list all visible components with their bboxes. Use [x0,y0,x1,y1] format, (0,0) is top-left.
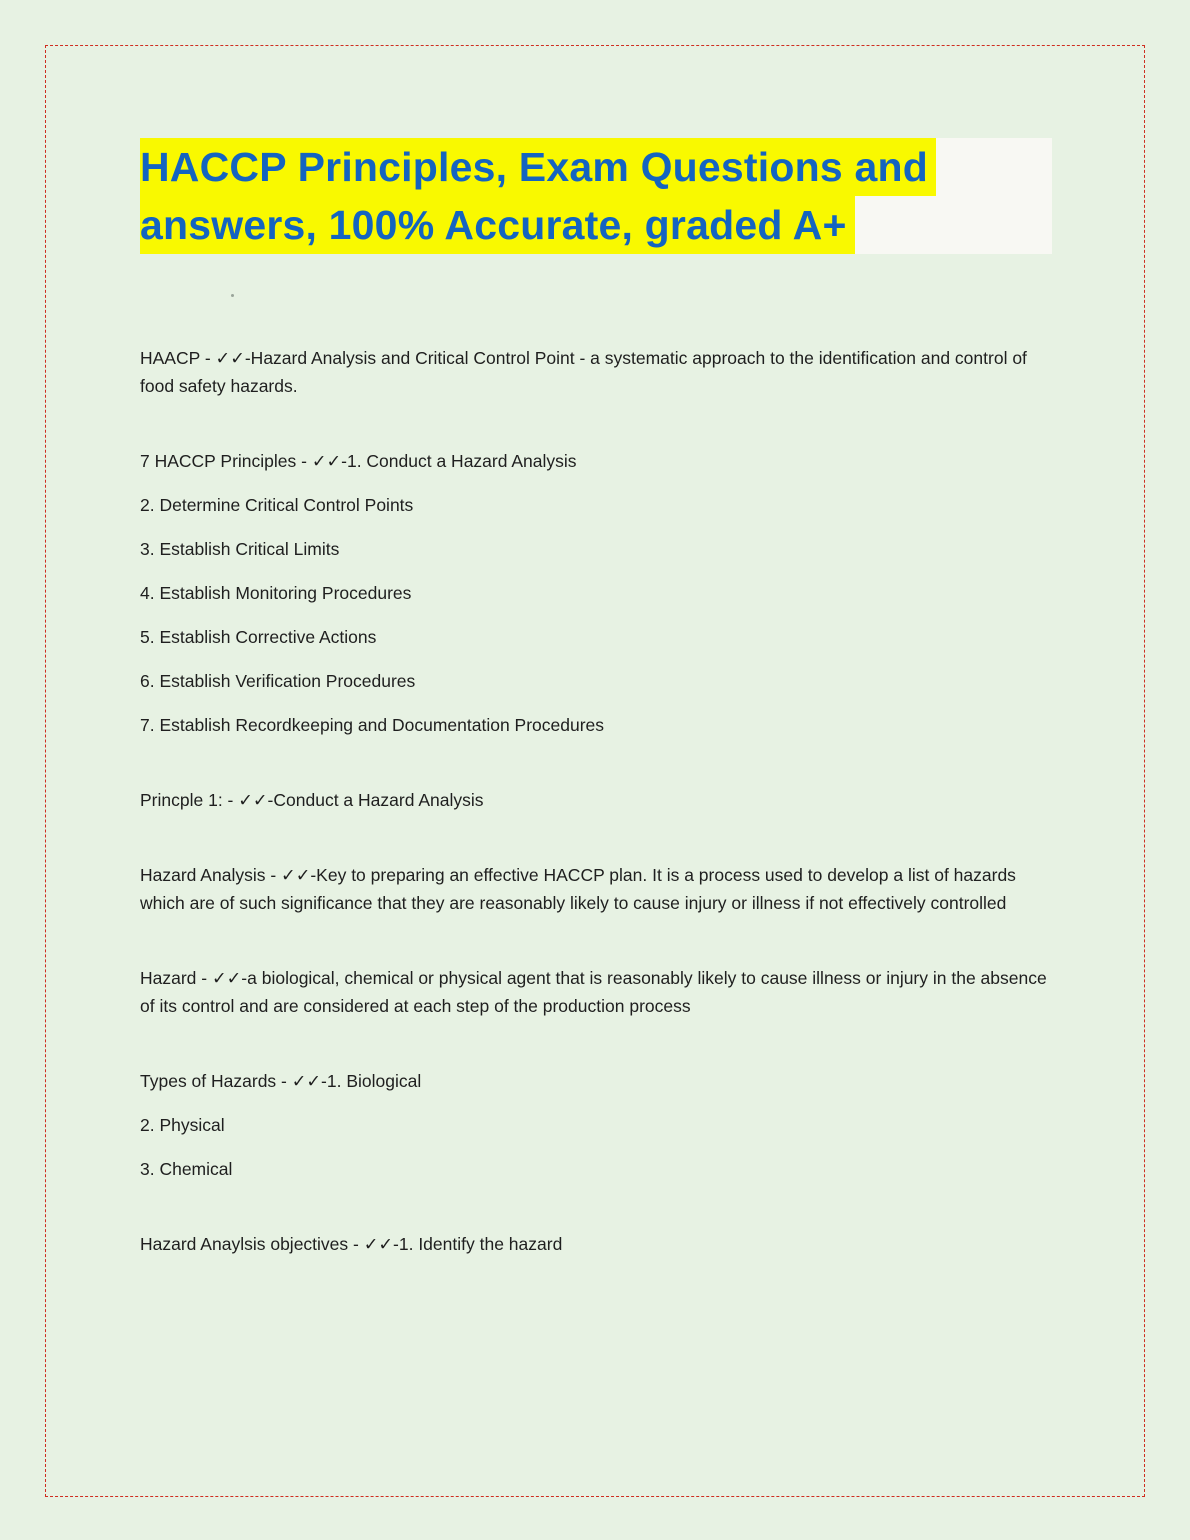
document-body [140,344,1052,1258]
title-line-2: answers, 100% Accurate, graded A+ [140,196,855,254]
page-title [140,138,1052,254]
page-content [140,138,1052,1274]
paragraph-hazard-analysis-objectives: Hazard Anaylsis objectives - ✓✓-1. Identify the hazard [140,1234,563,1254]
paragraph-hazard-types-intro: Types of Hazards - ✓✓-1. Biological [140,1071,422,1091]
title-line-1: HACCP Principles, Exam Questions and [140,138,936,196]
paragraph-hazard-definition: Hazard - ✓✓-a biological, chemical or physical agent that is reasonably likely to cause illness or injury in the absence of its control and are considered at each step of the production process [140,968,1047,1016]
paragraph-hazard-type-2: 2. Physical [140,1115,225,1135]
paragraph-principle-3: 3. Establish Critical Limits [140,539,340,559]
paragraph-principle-7: 7. Establish Recordkeeping and Documentation Procedures [140,715,605,735]
paragraph-hazard-type-3: 3. Chemical [140,1159,233,1179]
paragraph-hazard-analysis-definition: Hazard Analysis - ✓✓-Key to preparing an effective HACCP plan. It is a process used to develop a list of hazards which are of such significance that they are reasonably likely to cause injury or illness if not effectively controlled [140,865,1016,913]
paragraph-principle-2: 2. Determine Critical Control Points [140,495,414,515]
stray-mark [231,294,234,297]
paragraph-7-principles-intro: 7 HACCP Principles - ✓✓-1. Conduct a Hazard Analysis [140,451,577,471]
paragraph-principle-4: 4. Establish Monitoring Procedures [140,583,412,603]
paragraph-principle-6: 6. Establish Verification Procedures [140,671,416,691]
paragraph-principle-1-answer: Princple 1: - ✓✓-Conduct a Hazard Analysis [140,790,484,810]
paragraph-haacp-definition: HAACP - ✓✓-Hazard Analysis and Critical Control Point - a systematic approach to the identification and control of food safety hazards. [140,348,1027,396]
paragraph-principle-5: 5. Establish Corrective Actions [140,627,377,647]
